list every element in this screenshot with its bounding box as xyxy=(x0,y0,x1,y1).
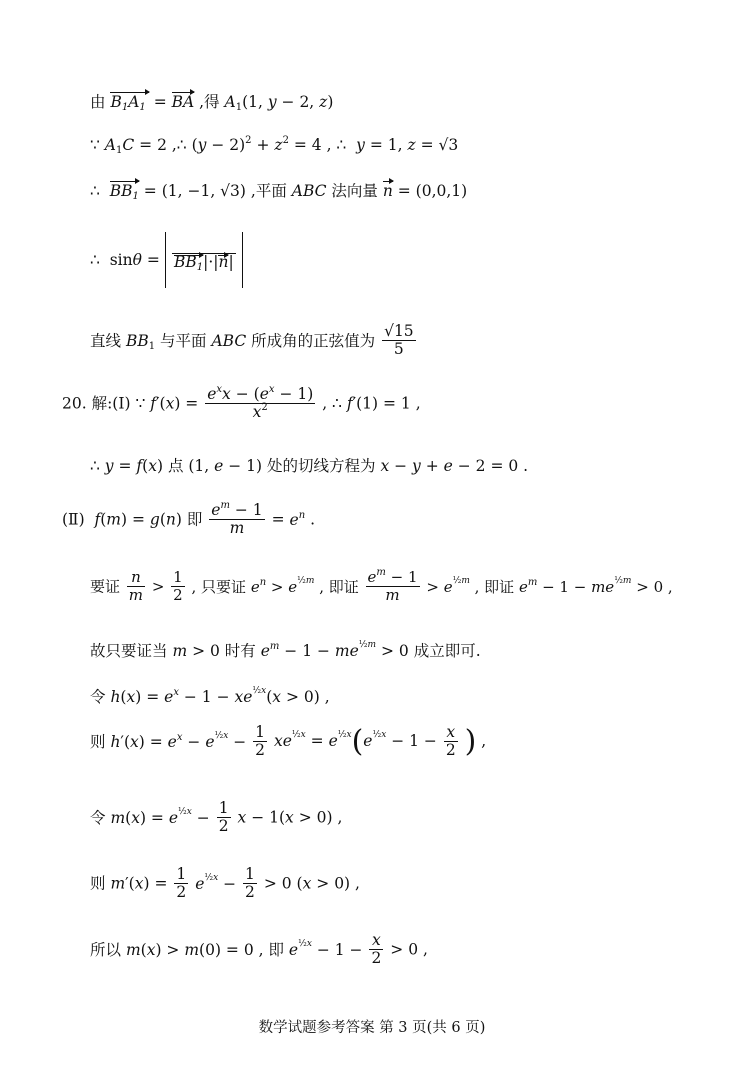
line-5: 直线 $BB_1$ 与平面 ABC 所成角的正弦值为 $\frac{√15}{5}$ xyxy=(90,322,414,358)
line-3: ∴ $BB_1 = (1$, −1, √3) ,平面 ABC 法向量 n = (0,0,1) xyxy=(90,182,468,202)
line-14: 则 m′(x) = $\frac{1}{2}$ e½x − $\frac{1}{2}$ > 0 (x > 0) , xyxy=(90,865,360,901)
line-11: 令 $h(x) = e^x - 1$ − xe½x(x > 0) , xyxy=(90,686,330,706)
line-2: ∵ $A_1C = 2$ ,∴ $(y - 2)^2 + z^2 = 4$ , ∴ y = 1, z = √3 xyxy=(90,135,459,156)
line-12: 则 $h'(x) = e^x$ − e½x − $\frac{1}{2}$ xe½x = e½x(e½x − 1 − $\frac{x}{2}$ ) , xyxy=(90,723,487,759)
line-10: 故只要证当 m > 0 时有 $e^m - 1$ − me½m > 0 成立即可. xyxy=(90,640,481,660)
line-4: ∴ sinθ = $BB_1|\cdot|n|$ xyxy=(90,232,243,290)
line-13: 令 m(x) = e½x − $\frac{1}{2}$ x − 1(x > 0) , xyxy=(90,799,343,835)
line-1: 由 $B_1A_1$ = BA ,得 $A_1(1$, y − 2, z) xyxy=(90,93,334,113)
line-8: (Ⅱ) f(m) = g(n) 即 $\frac{e^m - 1}{m}$ = $e^n$ . xyxy=(62,500,316,537)
line-15: 所以 m(x) > m(0) = 0 , 即 e½x − 1 − $\frac{x}{2}$ > 0 , xyxy=(90,931,428,967)
line-9: 要证 $\frac{n}{m}$ > $\frac{1}{2}$ , 只要证 $e^n$ > e½m , 即证 $\frac{e^m - 1}{m}$ > e½m , 即证 $e^m - 1$ − me½m > 0 , xyxy=(90,567,673,604)
page-footer: 数学试题参考答案 第 3 页(共 6 页) xyxy=(258,1020,486,1036)
line-6: 20. 解:(Ⅰ) ∵ f′(x) = $\frac{e^xx - (e^x - 1)}{x^2}$ , ∴ f′(1) = 1 , xyxy=(62,384,421,421)
line-7: ∴ y = f(x) 点 (1, e − 1) 处的切线方程为 x − y + e − 2 = 0 . xyxy=(90,457,529,475)
